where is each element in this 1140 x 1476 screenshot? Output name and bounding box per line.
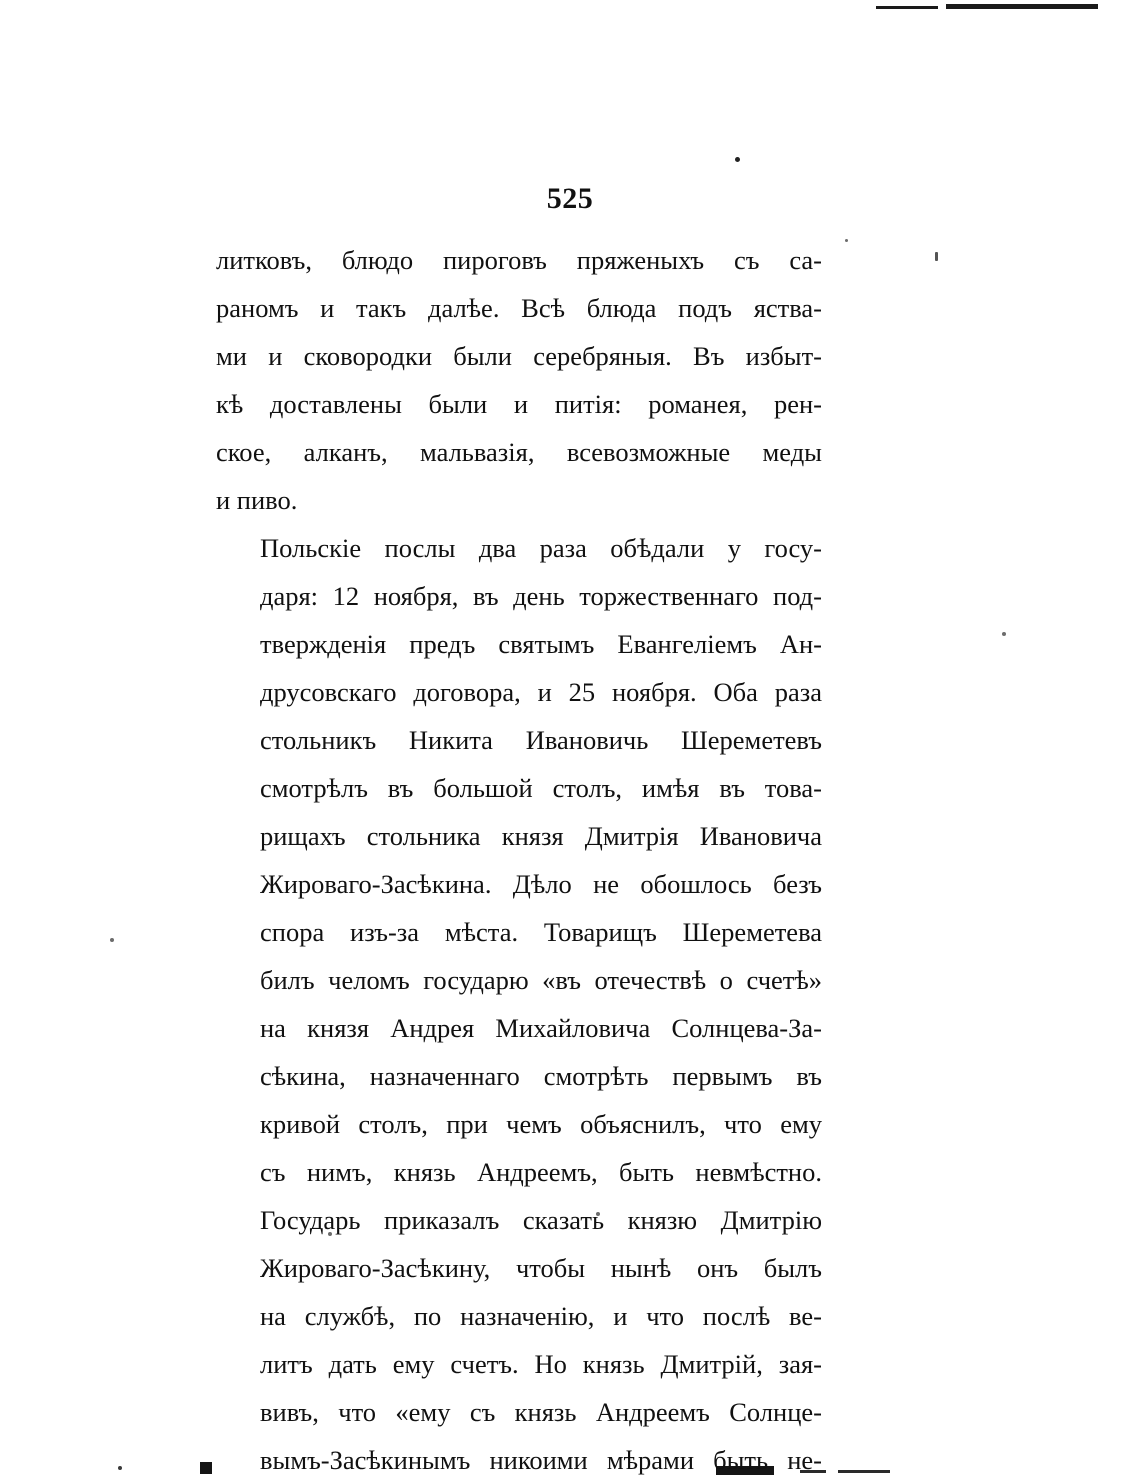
scan-edge-mark [838,1470,890,1473]
text-line: на службѣ, по назначенію, и что послѣ ве- [260,1301,822,1331]
text-line: сѣкина, назначеннаго смотрѣть первымъ въ [260,1061,822,1091]
text-line: и пиво. [216,485,298,515]
text-line: кѣ доставлены были и питія: романея, рен- [216,389,822,419]
scan-edge-mark [946,4,1098,9]
text-line: рищахъ стольника князя Дмитрія Ивановича [260,821,822,851]
text-line: раномъ и такъ далѣе. Всѣ блюда подъ яства- [216,293,822,323]
text-line: Жироваго-Засѣкину, чтобы нынѣ онъ былъ [260,1253,822,1283]
scan-speckle [735,157,740,162]
paragraph [216,236,822,524]
text-line: билъ челомъ государю «въ отечествѣ о счетѣ» [260,965,822,995]
scan-speckle [1002,632,1006,636]
scan-edge-mark [118,1466,122,1470]
text-line: литковъ, блюдо пироговъ пряженыхъ съ са- [216,245,822,275]
text-line: стольникъ Никита Ивановичь Шереметевъ [260,725,822,755]
text-line: на князя Андрея Михайловича Солнцева-За- [260,1013,822,1043]
text-line: Жироваго-Засѣкина. Дѣло не обошлось безъ [260,869,822,899]
scan-edge-mark [200,1462,212,1474]
text-line: вымъ-Засѣкинымъ никоими мѣрами быть не- [260,1445,822,1475]
text-line: Польскіе послы два раза обѣдали у госу- [260,533,822,563]
scan-speckle [845,239,848,242]
text-line: спора изъ-за мѣста. Товарищъ Шереметева [260,917,822,947]
text-line: ское, алканъ, мальвазія, всевозможные меды [216,437,822,467]
text-line: вивъ, что «ему съ князь Андреемъ Солнце- [260,1397,822,1427]
scan-speckle [935,252,938,261]
scan-speckle [110,938,114,942]
scan-edge-mark [876,6,938,9]
text-line: друсовскаго договора, и 25 ноября. Оба раза [260,677,822,707]
text-line: литъ дать ему счетъ. Но князь Дмитрій, зая- [260,1349,822,1379]
paragraph [216,524,822,1476]
text-line: ми и сковородки были серебряныя. Въ избыт- [216,341,822,371]
text-line: твержденія предъ святымъ Евангеліемъ Ан- [260,629,822,659]
text-line: кривой столъ, при чемъ объяснилъ, что ему [260,1109,822,1139]
text-line: даря: 12 ноября, въ день торжественнаго под- [260,581,822,611]
page-number: 525 [546,182,594,215]
text-line: смотрѣлъ въ большой столъ, имѣя въ това- [260,773,822,803]
text-line: съ нимъ, князь Андреемъ, быть невмѣстно. [260,1157,822,1187]
text-line: Государь приказалъ сказать князю Дмитрію [260,1205,822,1235]
page-body [216,236,822,1476]
